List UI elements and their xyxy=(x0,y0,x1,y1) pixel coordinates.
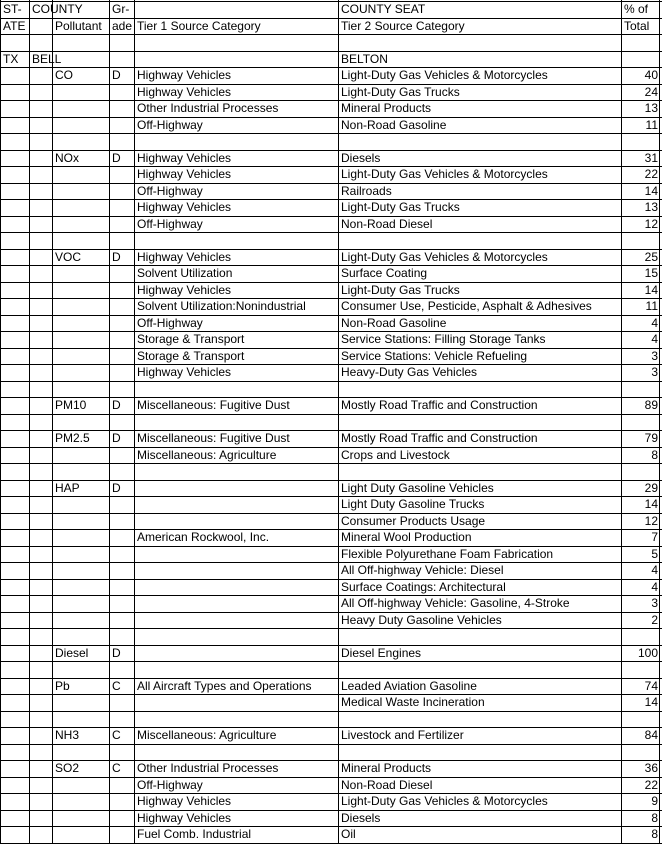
percent-of-total: 7 xyxy=(651,530,658,544)
row-gridline xyxy=(0,711,662,712)
percent-of-total: 4 xyxy=(651,316,658,330)
tier2-category: Medical Waste Incineration xyxy=(341,695,485,709)
percent-of-total: 79 xyxy=(644,431,658,445)
tier1-category xyxy=(137,579,339,595)
tier2-category: Service Stations: Vehicle Refueling xyxy=(341,349,528,363)
tier2-category: Non-Road Diesel xyxy=(341,778,433,792)
column-gridline xyxy=(0,0,1,843)
grade-value: D xyxy=(112,431,121,445)
tier2-category: Heavy-Duty Gas Vehicles xyxy=(341,365,478,379)
percent-of-total: 40 xyxy=(644,68,658,82)
tier1-category: Highway Vehicles xyxy=(137,85,232,99)
percent-of-total: 24 xyxy=(644,85,658,99)
percent-of-total: 89 xyxy=(644,398,658,412)
tier1-category xyxy=(137,694,339,710)
row-gridline xyxy=(0,463,662,464)
tier2-category: Surface Coatings: Architectural xyxy=(341,580,506,594)
header-tier1: Tier 1 Source Category xyxy=(137,19,261,33)
row-gridline xyxy=(0,628,662,629)
tier2-category: Light-Duty Gas Trucks xyxy=(341,85,460,99)
percent-of-total: 4 xyxy=(651,563,658,577)
pollutant-name: SO2 xyxy=(55,761,80,775)
percent-of-total: 13 xyxy=(644,101,658,115)
tier2-category: Oil xyxy=(341,827,356,841)
tier1-category: Solvent Utilization xyxy=(137,266,233,280)
tier2-category: Flexible Polyurethane Foam Fabrication xyxy=(341,547,554,561)
tier2-category: Light-Duty Gas Vehicles & Motorcycles xyxy=(341,68,548,82)
tier1-category: Highway Vehicles xyxy=(137,811,232,825)
tier1-category xyxy=(137,612,339,628)
percent-of-total: 36 xyxy=(644,761,658,775)
tier1-category: Off-Highway xyxy=(137,778,203,792)
tier2-category: Non-Road Diesel xyxy=(341,217,433,231)
tier1-category: Miscellaneous: Fugitive Dust xyxy=(137,398,290,412)
column-gridline xyxy=(29,0,30,843)
tier2-category: All Off-highway Vehicle: Diesel xyxy=(341,563,504,577)
percent-of-total: 5 xyxy=(651,547,658,561)
pollutant-name: HAP xyxy=(55,481,80,495)
percent-of-total: 8 xyxy=(651,448,658,462)
percent-of-total: 2 xyxy=(651,613,658,627)
tier1-category: American Rockwool, Inc. xyxy=(137,530,270,544)
tier2-category: Leaded Aviation Gasoline xyxy=(341,679,477,693)
tier1-category: Highway Vehicles xyxy=(137,151,232,165)
header-percent-bottom: Total xyxy=(624,19,650,33)
tier2-category: Light-Duty Gas Vehicles & Motorcycles xyxy=(341,167,548,181)
percent-of-total: 8 xyxy=(651,827,658,841)
row-gridline xyxy=(0,381,662,382)
tier1-category xyxy=(137,496,339,512)
tier2-category: Mineral Products xyxy=(341,761,432,775)
tier1-category: Off-Highway xyxy=(137,118,203,132)
tier1-category: Highway Vehicles xyxy=(137,250,232,264)
tier2-category: Heavy Duty Gasoline Vehicles xyxy=(341,613,502,627)
percent-of-total: 9 xyxy=(651,794,658,808)
tier2-category: Light Duty Gasoline Trucks xyxy=(341,497,485,511)
tier1-category xyxy=(137,645,339,661)
grade-value: D xyxy=(112,68,121,82)
percent-of-total: 14 xyxy=(644,283,658,297)
tier2-category: Mineral Wool Production xyxy=(341,530,472,544)
grade-value: D xyxy=(112,481,121,495)
header-state-bottom: ATE xyxy=(3,19,26,33)
percent-of-total: 74 xyxy=(644,679,658,693)
percent-of-total: 25 xyxy=(644,250,658,264)
tier1-category xyxy=(137,562,339,578)
tier1-category: All Aircraft Types and Operations xyxy=(137,679,312,693)
percent-of-total: 8 xyxy=(651,811,658,825)
tier1-category: Other Industrial Processes xyxy=(137,761,279,775)
tier2-category: Surface Coating xyxy=(341,266,428,280)
tier1-category: Storage & Transport xyxy=(137,349,245,363)
tier1-category: Highway Vehicles xyxy=(137,200,232,214)
tier2-category: Light-Duty Gas Trucks xyxy=(341,200,460,214)
percent-of-total: 4 xyxy=(651,332,658,346)
tier2-category: Railroads xyxy=(341,184,392,198)
tier1-category xyxy=(137,595,339,611)
tier2-category: Light Duty Gasoline Vehicles xyxy=(341,481,494,495)
column-gridline xyxy=(134,0,135,843)
tier1-category: Storage & Transport xyxy=(137,332,245,346)
tier2-category: Mostly Road Traffic and Construction xyxy=(341,431,538,445)
tier2-category: Diesels xyxy=(341,151,381,165)
column-gridline xyxy=(52,0,53,843)
tier2-category: Consumer Products Usage xyxy=(341,514,486,528)
tier1-category: Solvent Utilization:Nonindustrial xyxy=(137,299,306,313)
tier1-category: Off-Highway xyxy=(137,184,203,198)
tier1-category: Miscellaneous: Agriculture xyxy=(137,448,277,462)
header-pollutant: Pollutant xyxy=(55,19,102,33)
tier1-category: Highway Vehicles xyxy=(137,365,232,379)
percent-of-total: 84 xyxy=(644,728,658,742)
column-gridline xyxy=(109,0,110,843)
header-grade-top: Gr- xyxy=(112,2,130,16)
tier2-category: Non-Road Gasoline xyxy=(341,118,447,132)
percent-of-total: 11 xyxy=(645,299,658,313)
percent-of-total: 4 xyxy=(651,580,658,594)
tier1-category: Fuel Comb. Industrial xyxy=(137,827,252,841)
percent-of-total: 14 xyxy=(644,695,658,709)
county-seat-name: BELTON xyxy=(341,52,388,66)
tier2-category: Diesel Engines xyxy=(341,646,422,660)
header-state-top: ST- xyxy=(3,2,22,16)
grade-value: C xyxy=(112,679,121,693)
pollutant-name: NOx xyxy=(55,151,79,165)
pollutant-name: NH3 xyxy=(55,728,80,742)
percent-of-total: 22 xyxy=(644,167,658,181)
header-grade-bottom: ade xyxy=(112,19,133,33)
tier2-category: Non-Road Gasoline xyxy=(341,316,447,330)
row-gridline xyxy=(0,34,662,35)
tier1-category: Miscellaneous: Fugitive Dust xyxy=(137,431,290,445)
percent-of-total: 15 xyxy=(644,266,658,280)
tier1-category: Miscellaneous: Agriculture xyxy=(137,728,277,742)
row-gridline xyxy=(0,232,662,233)
tier1-category: Highway Vehicles xyxy=(137,68,232,82)
pollutant-name: PM2.5 xyxy=(55,431,90,445)
percent-of-total: 3 xyxy=(651,365,658,379)
tier2-category: Light-Duty Gas Vehicles & Motorcycles xyxy=(341,250,548,264)
tier1-category: Off-Highway xyxy=(137,316,203,330)
tier2-category: Diesels xyxy=(341,811,381,825)
pollutant-name: PM10 xyxy=(55,398,87,412)
tier1-category: Highway Vehicles xyxy=(137,167,232,181)
percent-of-total: 31 xyxy=(644,151,658,165)
tier2-category: Service Stations: Filling Storage Tanks xyxy=(341,332,546,346)
tier1-category xyxy=(137,546,339,562)
pollutant-name: Diesel xyxy=(55,646,89,660)
percent-of-total: 100 xyxy=(637,646,658,660)
tier1-category: Other Industrial Processes xyxy=(137,101,279,115)
header-tier2: Tier 2 Source Category xyxy=(341,19,465,33)
grade-value: C xyxy=(112,728,121,742)
percent-of-total: 13 xyxy=(644,200,658,214)
header-county: COUNTY xyxy=(32,2,83,16)
tier1-category xyxy=(137,513,339,529)
row-gridline xyxy=(0,414,662,415)
tier1-category: Off-Highway xyxy=(137,217,203,231)
row-gridline xyxy=(0,661,662,662)
percent-of-total: 14 xyxy=(644,184,658,198)
tier2-category: Crops and Livestock xyxy=(341,448,450,462)
tier1-category: Highway Vehicles xyxy=(137,794,232,808)
percent-of-total: 3 xyxy=(651,596,658,610)
tier2-category: All Off-highway Vehicle: Gasoline, 4-Stroke xyxy=(341,596,570,610)
percent-of-total: 12 xyxy=(644,514,658,528)
row-gridline xyxy=(0,744,662,745)
tier1-category: Highway Vehicles xyxy=(137,283,232,297)
header-percent-top: % of xyxy=(624,2,649,16)
pollutant-name: CO xyxy=(55,68,73,82)
state-code: TX xyxy=(3,52,19,66)
grade-value: D xyxy=(112,151,121,165)
tier1-category xyxy=(137,480,339,496)
column-gridline xyxy=(659,0,660,843)
grade-value: D xyxy=(112,398,121,412)
county-name: BELL xyxy=(32,52,62,66)
header-county-seat: COUNTY SEAT xyxy=(341,2,426,16)
pollutant-name: VOC xyxy=(55,250,82,264)
tier2-category: Livestock and Fertilizer xyxy=(341,728,464,742)
pollutant-name: Pb xyxy=(55,679,70,693)
grade-value: D xyxy=(112,646,121,660)
row-gridline xyxy=(0,133,662,134)
percent-of-total: 11 xyxy=(645,118,658,132)
tier2-category: Light-Duty Gas Trucks xyxy=(341,283,460,297)
percent-of-total: 14 xyxy=(644,497,658,511)
percent-of-total: 22 xyxy=(644,778,658,792)
tier2-category: Consumer Use, Pesticide, Asphalt & Adhesives xyxy=(341,299,592,313)
percent-of-total: 29 xyxy=(644,481,658,495)
tier2-category: Mostly Road Traffic and Construction xyxy=(341,398,538,412)
grade-value: D xyxy=(112,250,121,264)
tier2-category: Light-Duty Gas Vehicles & Motorcycles xyxy=(341,794,548,808)
percent-of-total: 3 xyxy=(651,349,658,363)
grade-value: C xyxy=(112,761,121,775)
percent-of-total: 12 xyxy=(644,217,658,231)
tier2-category: Mineral Products xyxy=(341,101,432,115)
